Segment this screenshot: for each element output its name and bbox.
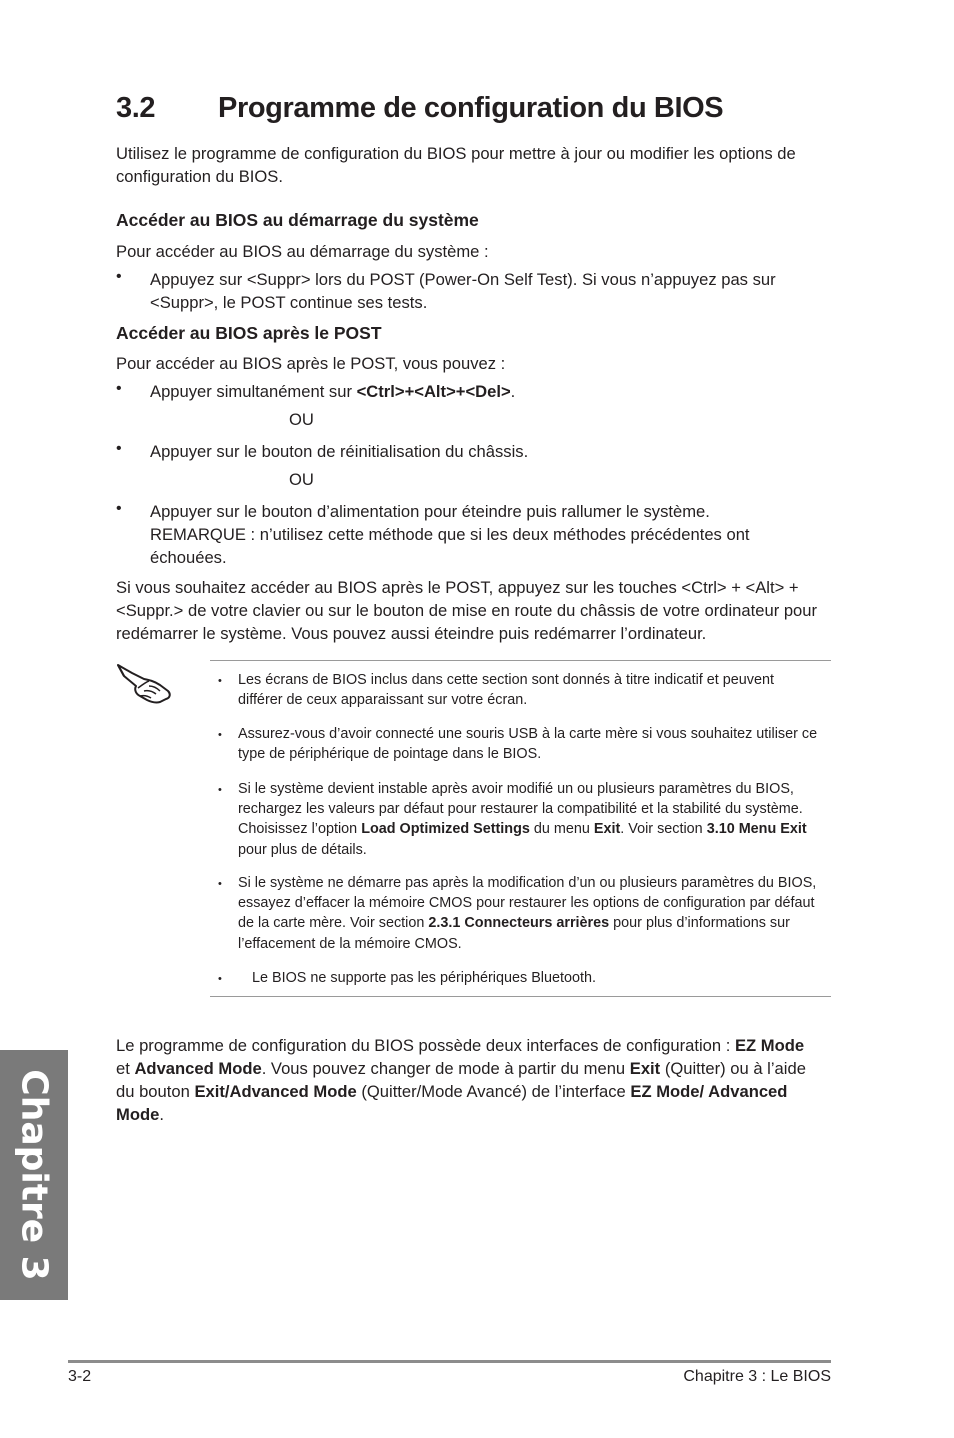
- note-4-section-ref: 2.3.1 Connecteurs arrières: [428, 915, 610, 932]
- closing-text: Le programme de configuration du BIOS possède deux interfaces de configuration :: [116, 1036, 735, 1055]
- post-heading: Accéder au BIOS après le POST: [116, 323, 382, 343]
- startup-bullet: Appuyez sur <Suppr> lors du POST (Power-On Self Test). Si vous n’appuyez pas sur <Suppr>, le POST continue ses tests.: [150, 270, 776, 312]
- note-3-text: . Voir section: [620, 821, 707, 838]
- note-4-text: Si le système ne démarre pas après la modification d’un ou plusieurs paramètres du BIOS, essayez d’effacer la mémoire CMOS pour restaurer les options de configuration par défaut de la carte mère. Voir section: [238, 875, 817, 932]
- closing-text: (Quitter) ou à l’aide du bouton: [116, 1059, 806, 1101]
- section-number: 3.2: [116, 92, 156, 124]
- note-top-divider: [210, 660, 831, 661]
- footer-divider: [68, 1360, 831, 1363]
- note-4: [238, 873, 832, 954]
- or-separator: OU: [289, 470, 314, 489]
- footer-page-number: 3-2: [68, 1368, 92, 1385]
- note-3-option: Load Optimized Settings: [361, 821, 530, 838]
- bullet-marker: •: [116, 380, 122, 397]
- bullet-marker: •: [116, 500, 122, 517]
- closing-ez-mode: EZ Mode: [734, 1036, 805, 1055]
- post-paragraph: Si vous souhaitez accéder au BIOS après le POST, appuyez sur les touches <Ctrl> + <Alt> + <Suppr.> de votre clavier ou sur le bouton de mise en route du châssis de votre ordinateur pour redémarrer le système. Vous pouvez aussi éteindre puis redémarrer l’ordinateur.: [116, 578, 818, 643]
- closing-text: et: [116, 1059, 135, 1078]
- note-5: Le BIOS ne supporte pas les périphériques Bluetooth.: [252, 970, 596, 986]
- closing-exit-menu: Exit: [629, 1059, 661, 1078]
- note-3-text: du menu: [529, 821, 594, 838]
- note-3-text: pour plus de détails.: [238, 841, 367, 858]
- note-1: Les écrans de BIOS inclus dans cette section sont donnés à titre indicatif et peuvent différer de ceux apparaissant sur votre écran.: [238, 672, 774, 709]
- closing-text: (Quitter/Mode Avancé) de l’interface: [356, 1082, 631, 1101]
- chapter-side-tab-label: Chapitre 3: [13, 1069, 55, 1281]
- note-bottom-divider: [210, 996, 831, 997]
- section-title: [116, 92, 723, 125]
- note-bullet-marker: •: [218, 973, 222, 985]
- note-bullet-marker: •: [218, 878, 222, 890]
- note-4-text: pour plus d’informations sur l’effacement de la mémoire CMOS.: [238, 915, 790, 952]
- post-bullet-1-end: .: [510, 382, 516, 401]
- bullet-marker: •: [116, 440, 122, 457]
- intro-paragraph: Utilisez le programme de configuration du BIOS pour mettre à jour ou modifier les options de configuration du BIOS.: [116, 144, 796, 186]
- pointing-hand-icon: [116, 662, 174, 706]
- chapter-side-tab: [0, 1050, 68, 1300]
- closing-text: . Vous pouvez changer de mode à partir du menu: [261, 1059, 630, 1078]
- post-bullet-2: Appuyer sur le bouton de réinitialisation du châssis.: [150, 442, 529, 461]
- closing-advanced-mode: Advanced Mode: [134, 1059, 262, 1078]
- note-3-section-ref: 3.10 Menu Exit: [706, 821, 807, 838]
- bullet-marker: •: [116, 268, 122, 285]
- key-combo: <Ctrl>+<Alt>+<Del>: [356, 382, 511, 401]
- closing-exit-button: Exit/Advanced Mode: [194, 1082, 357, 1101]
- note-bullet-marker: •: [218, 729, 222, 741]
- note-3: [238, 779, 832, 860]
- startup-lead: Pour accéder au BIOS au démarrage du système :: [116, 242, 489, 261]
- note-3-menu: Exit: [593, 821, 621, 838]
- note-icon: [116, 662, 174, 706]
- closing-interface-name: EZ Mode/ Advanced Mode: [116, 1082, 788, 1124]
- post-bullet-3: Appuyer sur le bouton d’alimentation pour éteindre puis rallumer le système. REMARQUE : n’utilisez cette méthode que si les deux méthodes précédentes ont échouées.: [150, 502, 750, 567]
- note-bullet-marker: •: [218, 784, 222, 796]
- post-bullet-1: [150, 380, 840, 403]
- closing-text: .: [159, 1105, 164, 1124]
- post-bullet-1-text: Appuyer simultanément sur: [150, 382, 357, 401]
- note-2: Assurez-vous d’avoir connecté une souris USB à la carte mère si vous souhaitez utiliser ce type de périphérique de pointage dans le BIOS.: [238, 726, 818, 763]
- note-bullet-marker: •: [218, 675, 222, 687]
- or-separator: OU: [289, 410, 314, 429]
- startup-heading: Accéder au BIOS au démarrage du système: [116, 210, 479, 230]
- post-lead: Pour accéder au BIOS après le POST, vous pouvez :: [116, 354, 506, 373]
- note-3-text: Si le système devient instable après avoir modifié un ou plusieurs paramètres du BIOS, rechargez les valeurs par défaut pour restaurer la compatibilité et la stabilité du système. Choisissez l’option: [238, 781, 803, 838]
- footer-chapter-title: Chapitre 3 : Le BIOS: [683, 1368, 831, 1385]
- closing-paragraph: [116, 1034, 816, 1126]
- section-title-text: Programme de configuration du BIOS: [218, 92, 724, 124]
